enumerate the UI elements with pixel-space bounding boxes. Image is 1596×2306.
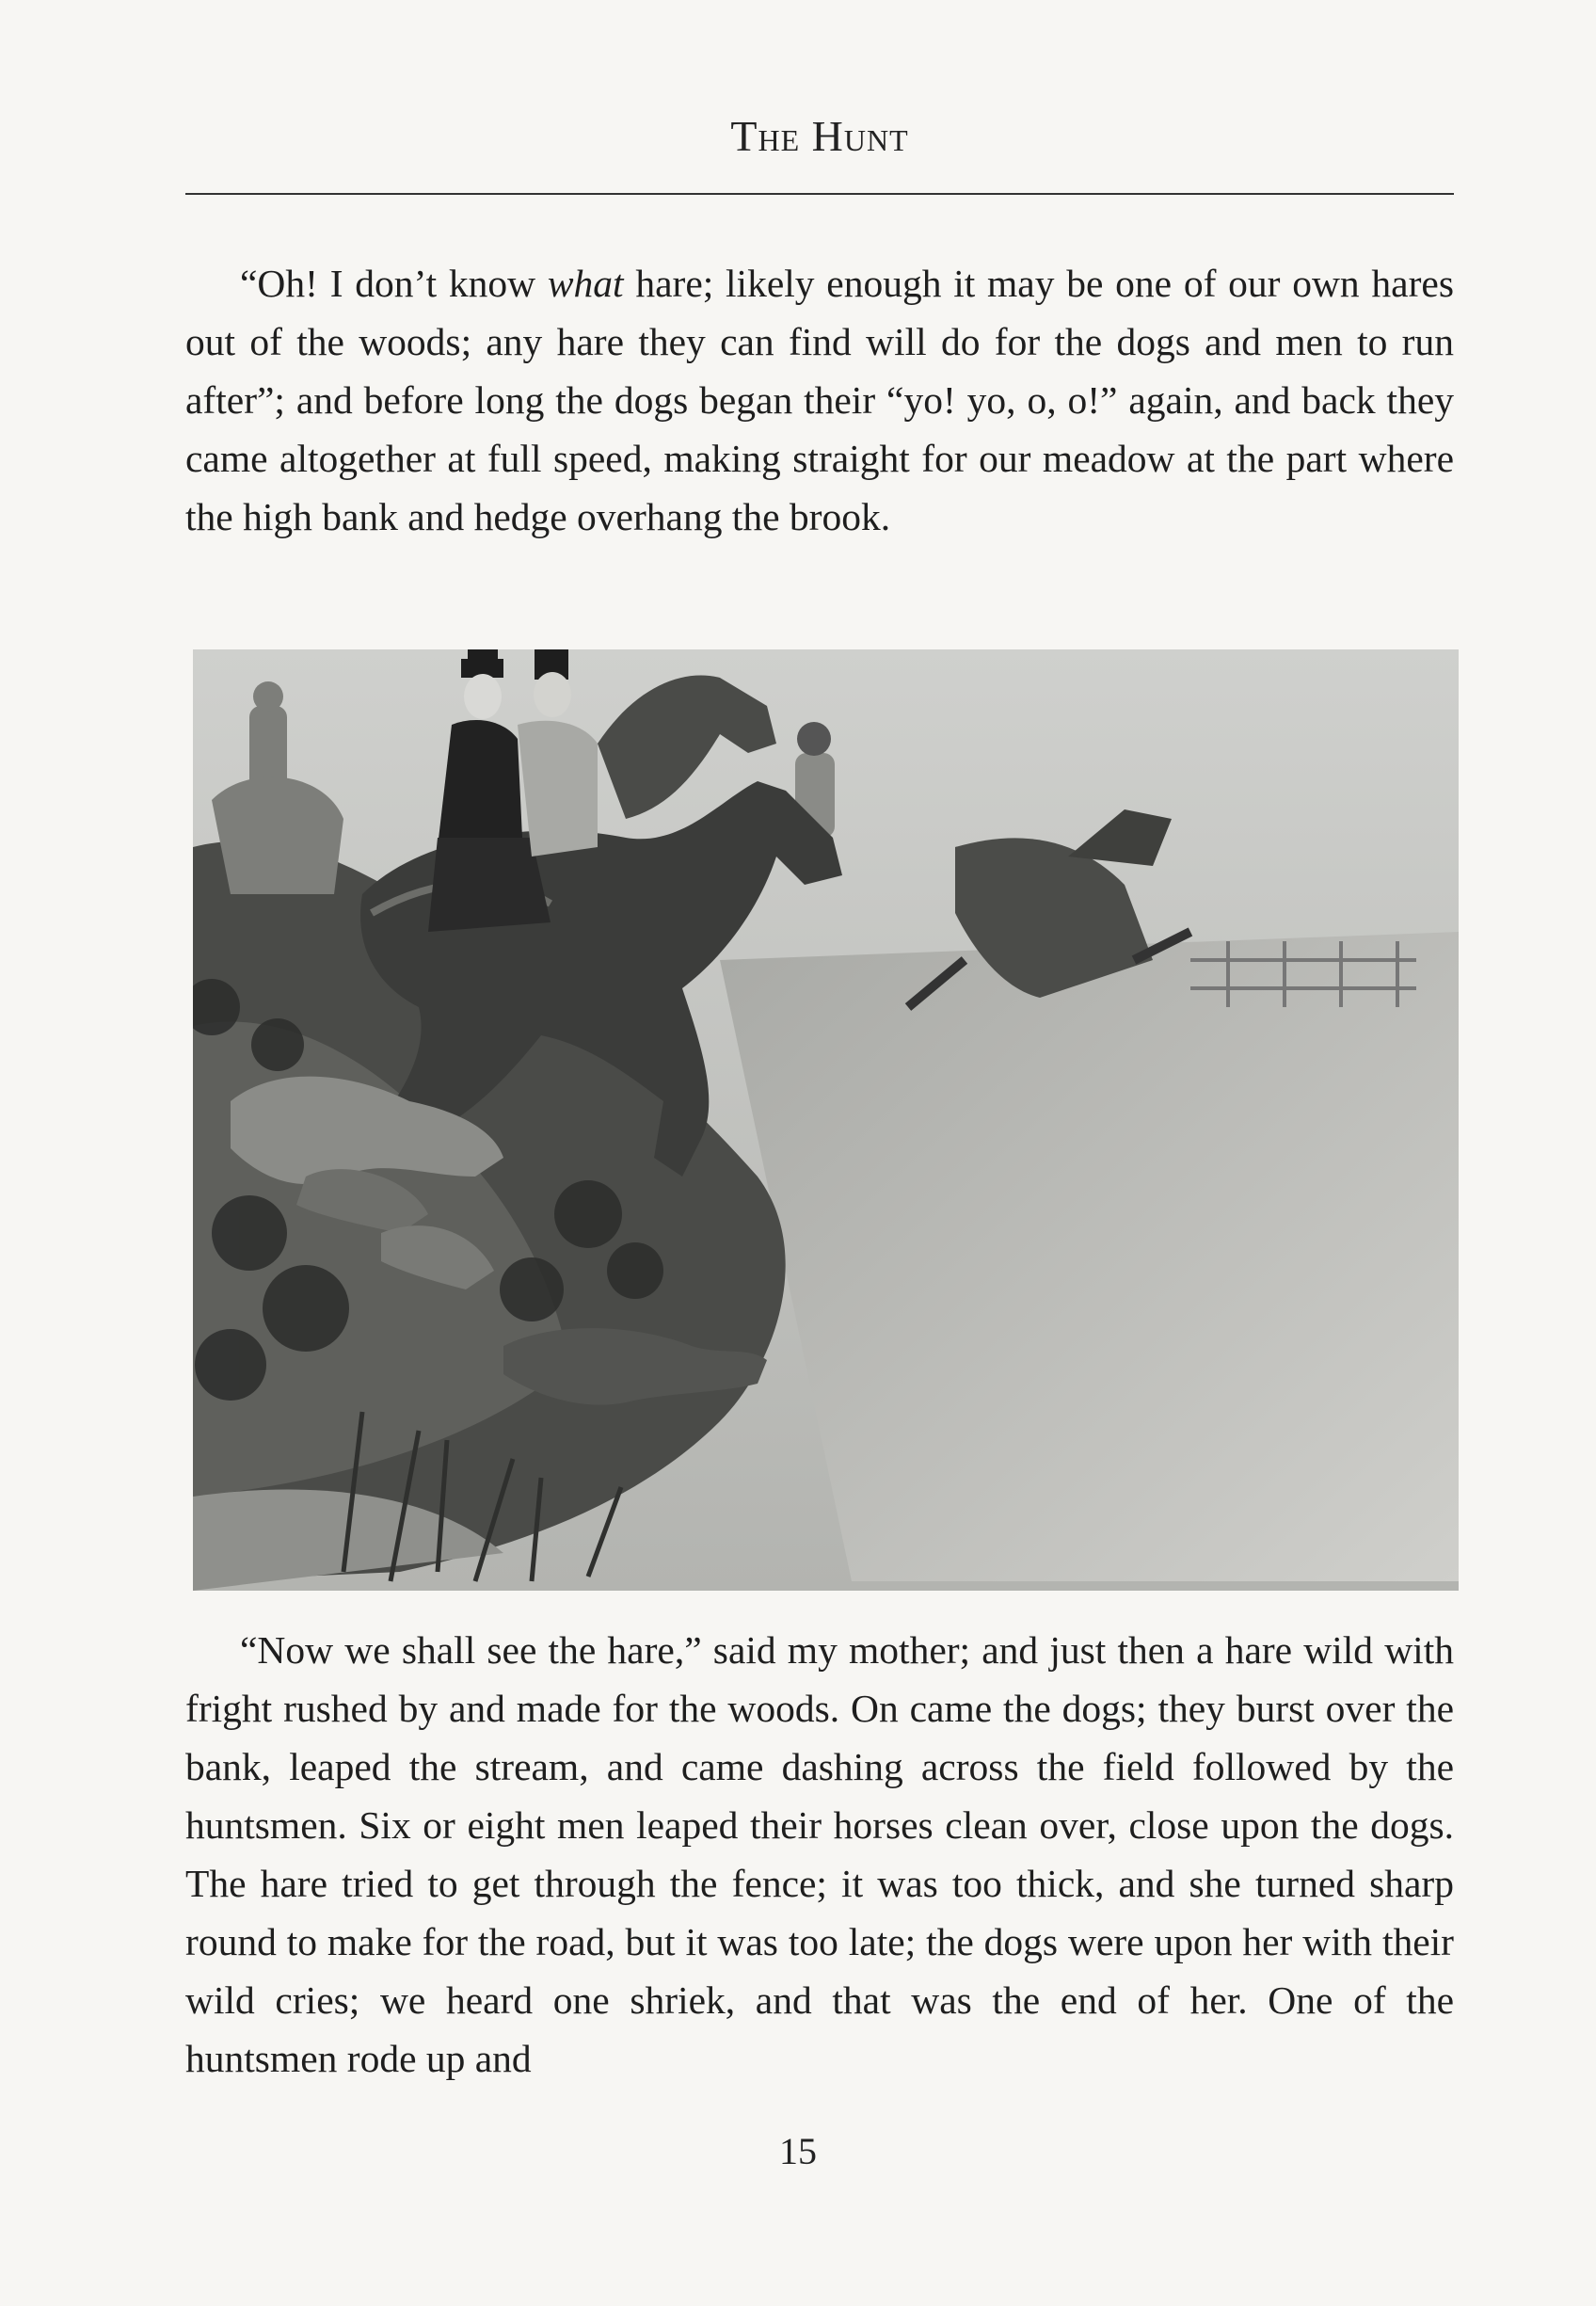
page-number: 15 — [779, 2130, 817, 2172]
running-head: The Hunt — [730, 112, 909, 160]
header-rule — [185, 193, 1454, 195]
emphasis-word: what — [547, 262, 624, 305]
hunt-illustration — [193, 649, 1459, 1591]
paragraph-opening-before: “Oh! I don’t know — [240, 262, 548, 305]
paragraph-opening-after: hare; likely enough it may be one of our own hares out of the woods; any hare they can find will do for the dogs and men to run after”; and before long the dogs began their “yo! yo, o, o!” again, and back they came altogether at full speed, making straight for our meadow at the part where the high bank and hedge overhang the brook. — [185, 262, 1454, 538]
paragraph-opening — [185, 254, 1454, 546]
paragraph-closing: “Now we shall see the hare,” said my mother; and just then a hare wild with fright rushed by and made for the woods. On came the dogs; they burst over the bank, leaped the stream, and came dashing across the field followed by the huntsmen. Six or eight men leaped their horses clean over, close upon the dogs. The hare tried to get through the fence; it was too thick, and she turned sharp round to make for the road, but it was too late; the dogs were upon her with their wild cries; we heard one shriek, and that was the end of her. One of the huntsmen rode up and — [185, 1628, 1454, 2080]
